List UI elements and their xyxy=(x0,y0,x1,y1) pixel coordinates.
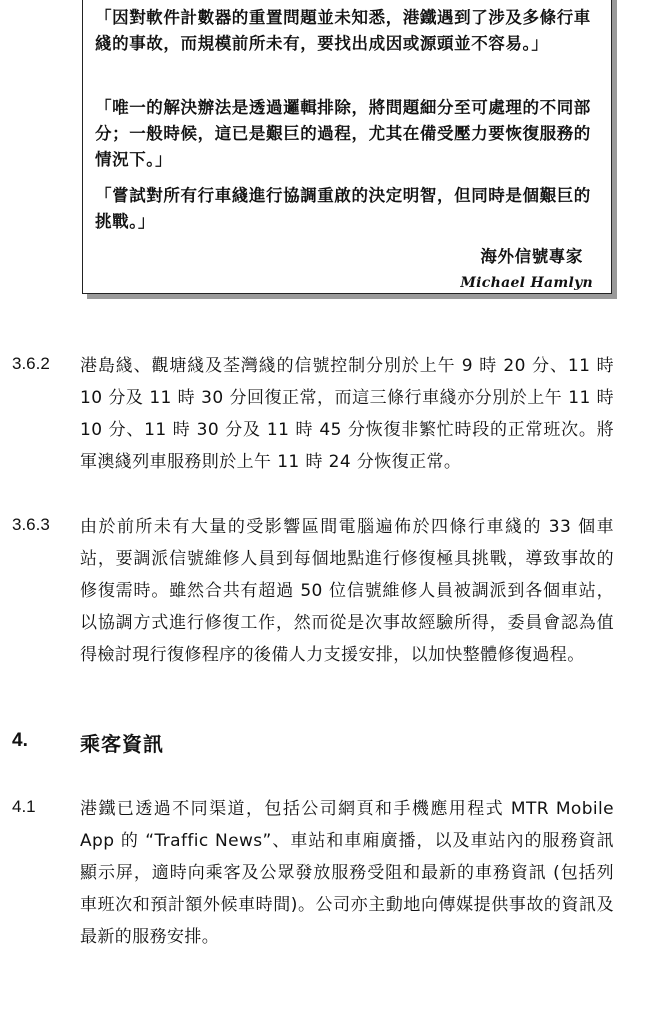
quote-3: 「嘗試對所有行車綫進行協調重啟的決定明智，但同時是個艱巨的挑戰。」 xyxy=(95,186,591,231)
paragraph-3-6-2: 港島綫、觀塘綫及荃灣綫的信號控制分別於上午 9 時 20 分、11 時 10 分及 11 時 30 分回復正常，而這三條行車綫亦分別於上午 11 時 10 分、11 時 30 分及 11 時 45 分恢復非繁忙時段的正常班次。將軍澳綫列車服務則於上午 11 時 24 分恢復正常。 xyxy=(80,356,614,472)
attribution-name: Michael Hamlyn xyxy=(460,275,593,291)
section-heading-passenger-info: 乘客資訊 xyxy=(80,732,164,756)
quote-box xyxy=(82,0,612,294)
section-number-4-1: 4.1 xyxy=(12,797,36,816)
section-number-4: 4. xyxy=(12,730,28,751)
quote-1: 「因對軟件計數器的重置問題並未知悉，港鐵遇到了涉及多條行車綫的事故，而規模前所未有，要找出成因或源頭並不容易。」 xyxy=(95,8,591,53)
paragraph-3-6-3: 由於前所未有大量的受影響區間電腦遍佈於四條行車綫的 33 個車站，要調派信號維修人員到每個地點進行修復極具挑戰，導致事故的修復需時。雖然合共有超過 50 位信號維修人員被調派到各個車站，以協調方式進行修復工作，然而從是次事故經驗所得，委員會認為值得檢討現行復修程序的後備人力支援安排，以加快整體修復過程。 xyxy=(80,517,614,665)
attribution-title: 海外信號專家 xyxy=(480,247,583,266)
paragraph-4-1: 港鐵已透過不同渠道，包括公司網頁和手機應用程式 MTR Mobile App 的 “Traffic News”、車站和車廂廣播，以及車站內的服務資訊顯示屏，適時向乘客及公眾發放服務受阻和最新的車務資訊 (包括列車班次和預計額外候車時間)。公司亦主動地向傳媒提供事故的資訊及最新的服務安排。 xyxy=(80,799,614,947)
section-number-3-6-3: 3.6.3 xyxy=(12,515,50,534)
section-number-3-6-2: 3.6.2 xyxy=(12,354,50,373)
quote-2: 「唯一的解決辦法是透過邏輯排除，將問題細分至可處理的不同部分；一般時候，這已是艱巨的過程，尤其在備受壓力要恢復服務的情況下。」 xyxy=(95,98,591,169)
